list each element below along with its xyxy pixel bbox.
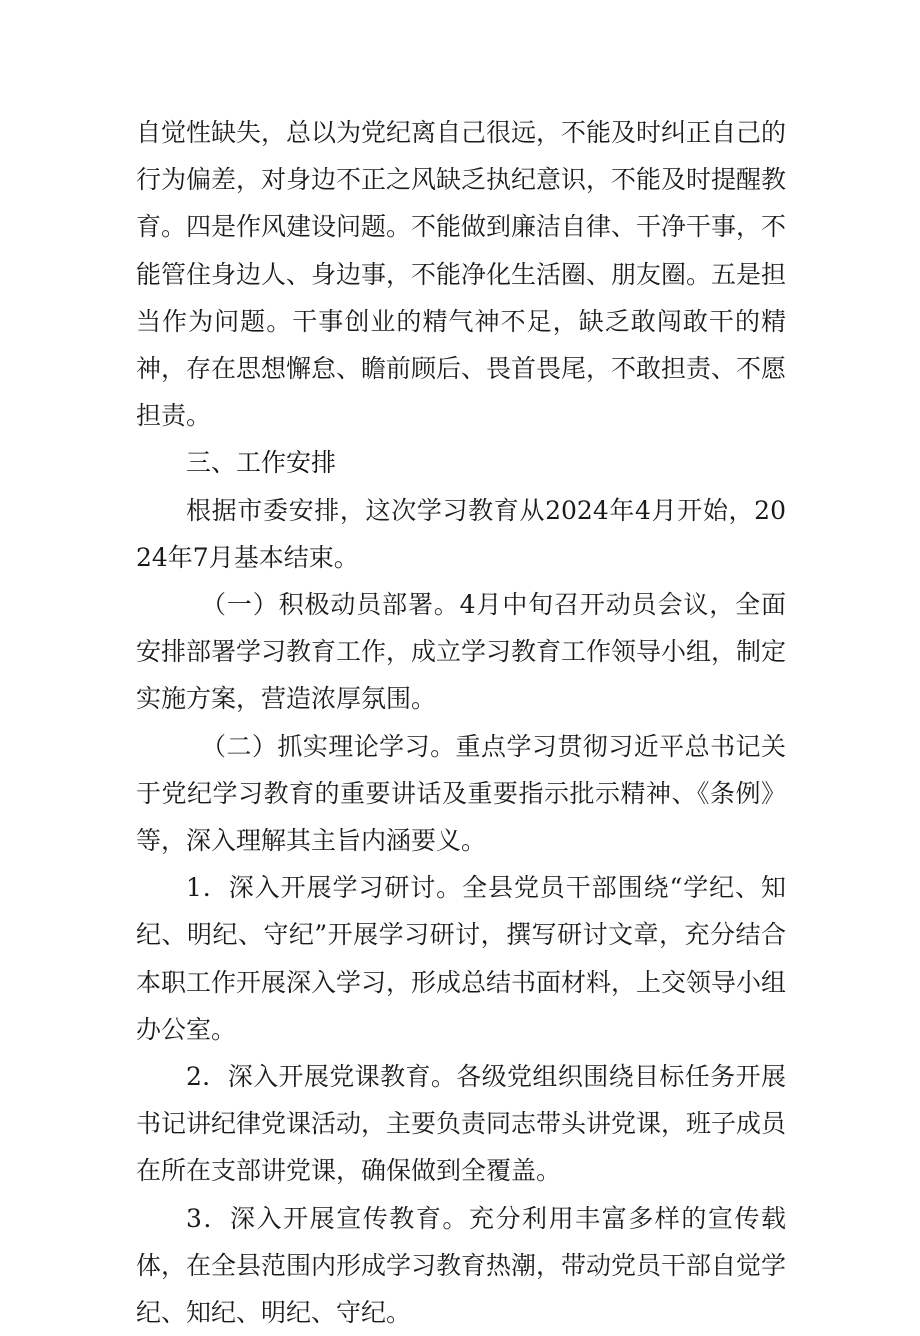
paragraph-party-lecture: 2．深入开展党课教育。各级党组织围绕目标任务开展书记讲纪律党课活动，主要负责同志带头讲党课，班子成员在所在支部讲党课，确保做到全覆盖。: [136, 1062, 787, 1186]
paragraph-continuation: 自觉性缺失，总以为党纪离自己很远，不能及时纠正自己的行为偏差，对身边不正之风缺乏执纪意识，不能及时提醒教育。四是作风建设问题。不能做到廉洁自律、干净干事，不能管住身边人、身边事，不能净化生活圈、朋友圈。五是担当作为问题。干事创业的精气神不足，缺乏敢闯敢干的精神，存在思想懈怠、瞻前顾后、畏首畏尾，不敢担责、不愿担责。: [136, 118, 787, 431]
paragraph-schedule: 根据市委安排，这次学习教育从2024年4月开始，2024年7月基本结束。: [136, 495, 786, 572]
paragraph-study-discussion: 1．深入开展学习研讨。全县党员干部围绕“学纪、知纪、明纪、守纪”开展学习研讨，撰写研讨文章，充分结合本职工作开展深入学习，形成总结书面材料，上交领导小组办公室。: [136, 873, 787, 1044]
paragraph-theory-study: （二）抓实理论学习。重点学习贯彻习近平总书记关于党纪学习教育的重要讲话及重要指示批示精神、《条例》等，深入理解其主旨内涵要义。: [136, 731, 786, 856]
paragraph-publicity-education: 3．深入开展宣传教育。充分利用丰富多样的宣传载体，在全县范围内形成学习教育热潮，带动党员干部自觉学纪、知纪、明纪、守纪。: [136, 1203, 787, 1328]
paragraph-mobilization: （一）积极动员部署。4月中旬召开动员会议，全面安排部署学习教育工作，成立学习教育工作领导小组，制定实施方案，营造浓厚氛围。: [136, 590, 787, 714]
document-body: [136, 109, 786, 1336]
section-heading-work-arrangement: 三、工作安排: [186, 448, 337, 478]
